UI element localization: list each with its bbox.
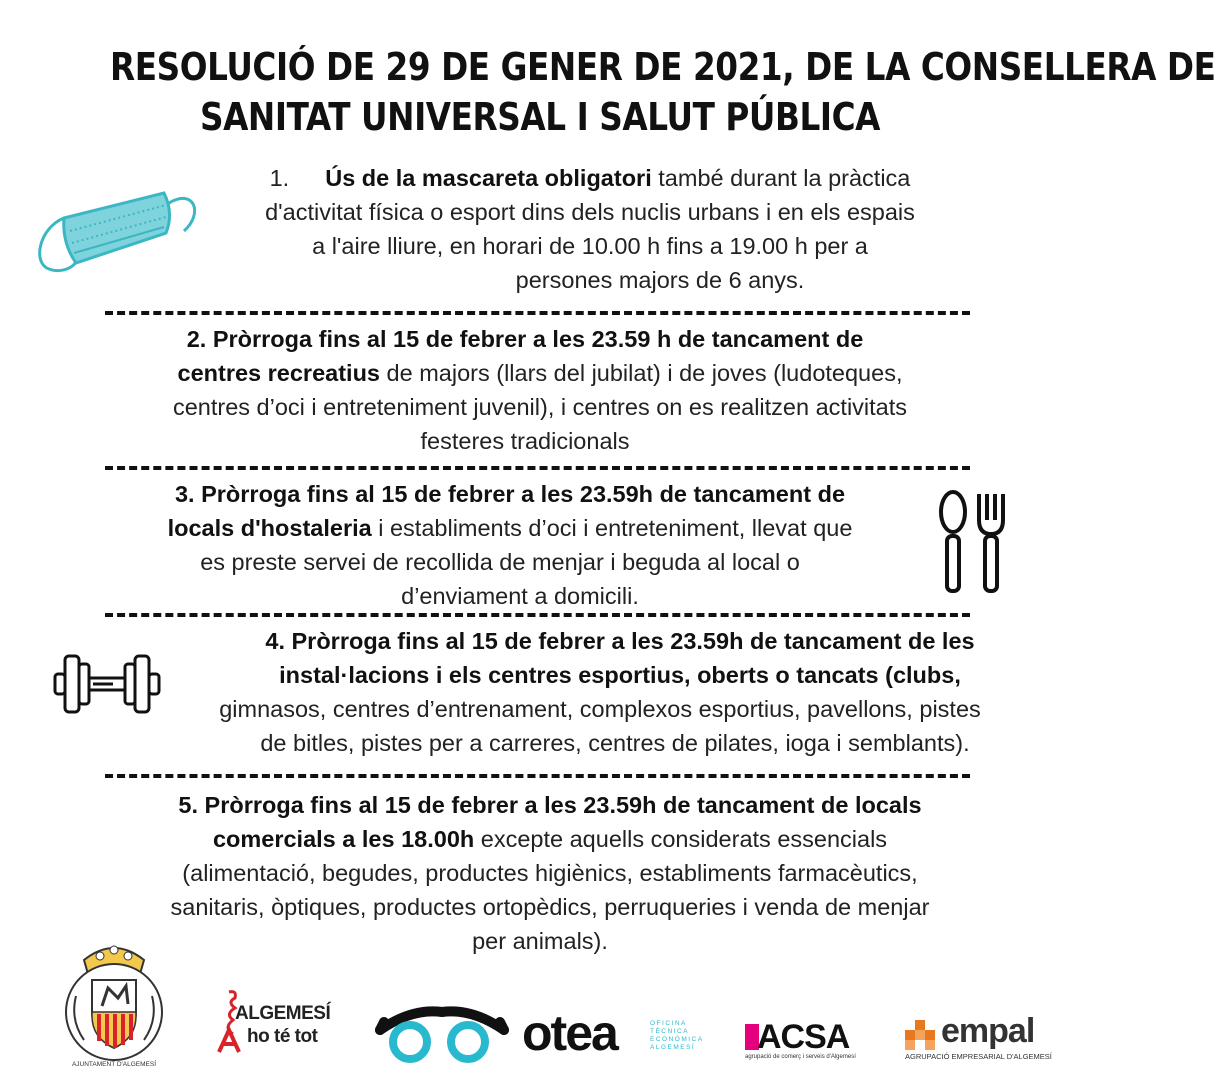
title-line-2: SANITAT UNIVERSAL I SALUT PÚBLICA: [199, 95, 881, 139]
item-1-line-2: d'activitat física o esport dins dels nuclis urbans i en els espais: [265, 199, 915, 225]
item-4-line-2: [160, 658, 1040, 692]
item-2-bold-1: 2. Pròrroga fins al 15 de febrer a les 23.59 h de tancament de: [186, 326, 864, 352]
item-3-bold-2: locals d'hostaleria: [167, 515, 372, 541]
empal-word: empal: [941, 1012, 1035, 1050]
item-1: [195, 161, 985, 297]
item-2-line-3: centres d’oci i entreteniment juvenil), i centres on es realitzen activitats: [172, 394, 908, 420]
seal-text: AJUNTAMENT D'ALGEMESÍ: [71, 1061, 157, 1068]
title-line-1: RESOLUCIÓ DE 29 DE GENER DE 2021, DE LA CONSELLERA DE: [110, 45, 1216, 89]
otea-word: otea: [522, 1005, 617, 1061]
empal-mark-icon: [905, 1020, 939, 1050]
item-1-line-4: persones majors de 6 anys.: [515, 267, 805, 293]
algemesi-tagline: ho té tot: [247, 1026, 318, 1047]
otea-subtitle: [650, 1020, 704, 1052]
item-1-line-3: a l'aire lliure, en horari de 10.00 h fins a 19.00 h per a: [312, 233, 868, 259]
item-4-bold-2: instal·lacions i els centres esportius, oberts o tancats (clubs,: [279, 662, 961, 688]
item-4-line-3: gimnasos, centres d’entrenament, complexos esportius, pavellons, pistes: [219, 696, 981, 722]
item-5-line-3: (alimentació, begudes, productes higiènics, establiments farmacèutics,: [182, 860, 918, 886]
item-3-bold-1: 3. Pròrroga fins al 15 de febrer a les 23.59h de tancament de: [174, 481, 846, 507]
face-mask-icon: [34, 183, 204, 278]
otea-sub-3: ECONÒMICA: [650, 1036, 704, 1043]
item-1-bold: Ús de la mascareta obligatori: [325, 165, 652, 191]
item-2: [100, 322, 980, 458]
item-4: [160, 624, 1040, 760]
item-4-line-4: de bitles, pistes per a carreres, centres de pilates, ioga i semblants).: [260, 730, 970, 756]
item-2-line-2: [100, 356, 980, 390]
glasses-logo: [372, 1000, 512, 1068]
acsa-subtitle: agrupació de comerç i serveis d'Algemesí: [745, 1054, 856, 1060]
item-3: [110, 477, 910, 613]
separator-3: [105, 613, 970, 617]
item-1-line-1: [195, 161, 985, 195]
empal-subtitle: AGRUPACIÓ EMPRESARIAL D'ALGEMESÍ: [905, 1052, 1052, 1061]
dumbbell-icon: [53, 648, 161, 720]
algemesi-name: ALGEMESÍ: [235, 1003, 331, 1024]
item-2-bold-2: centres recreatius: [177, 360, 380, 386]
item-4-line-1: [160, 624, 1040, 658]
algemesi-logo: [215, 988, 345, 1058]
item-2-line-2-rest: de majors (llars del jubilat) i de joves (ludoteques,: [380, 360, 903, 386]
separator-2: [105, 466, 970, 470]
otea-logo: [522, 1005, 722, 1062]
item-4-bold-1: 4. Pròrroga fins al 15 de febrer a les 23.59h de tancament de les: [265, 628, 975, 654]
ajuntament-seal-logo: [62, 940, 166, 1070]
item-3-line-3: es preste servei de recollida de menjar i beguda al local o: [200, 549, 800, 575]
cutlery-icon: [935, 490, 1010, 595]
item-5-bold-1: 5. Pròrroga fins al 15 de febrer a les 23.59h de tancament de locals: [178, 792, 922, 818]
item-5-line-1: [110, 788, 990, 822]
acsa-logo: [745, 1020, 885, 1070]
separator-1: [105, 311, 970, 315]
empal-logo: [905, 1012, 1065, 1068]
item-2-line-4: festeres tradicionals: [420, 428, 630, 454]
otea-sub-2: TÈCNICA: [650, 1028, 690, 1035]
acsa-word: ACSA: [757, 1018, 850, 1056]
otea-sub-4: ALGEMESÍ: [650, 1044, 696, 1051]
item-3-line-2: [110, 511, 910, 545]
separator-4: [105, 774, 970, 778]
page-title: [110, 42, 1216, 142]
item-3-line-2-rest: i establiments d’oci i entreteniment, llevat que: [371, 515, 853, 541]
item-1-line-1-rest: també durant la pràctica: [651, 165, 911, 191]
item-2-line-1: [100, 322, 980, 356]
item-5-line-2: [110, 822, 990, 856]
otea-sub-1: OFICINA: [650, 1020, 687, 1027]
item-1-number: 1.: [269, 165, 290, 191]
item-3-line-4: d’enviament a domicili.: [401, 583, 639, 609]
item-5-line-2-rest: excepte aquells considerats essencials: [474, 826, 888, 852]
item-5-line-5: per animals).: [472, 928, 608, 954]
logos-bar: [0, 930, 1080, 1080]
item-3-line-1: [110, 477, 910, 511]
item-5-bold-2: comercials a les 18.00h: [212, 826, 475, 852]
item-5-line-4: sanitaris, òptiques, productes ortopèdics, perruqueries i venda de menjar: [170, 894, 930, 920]
